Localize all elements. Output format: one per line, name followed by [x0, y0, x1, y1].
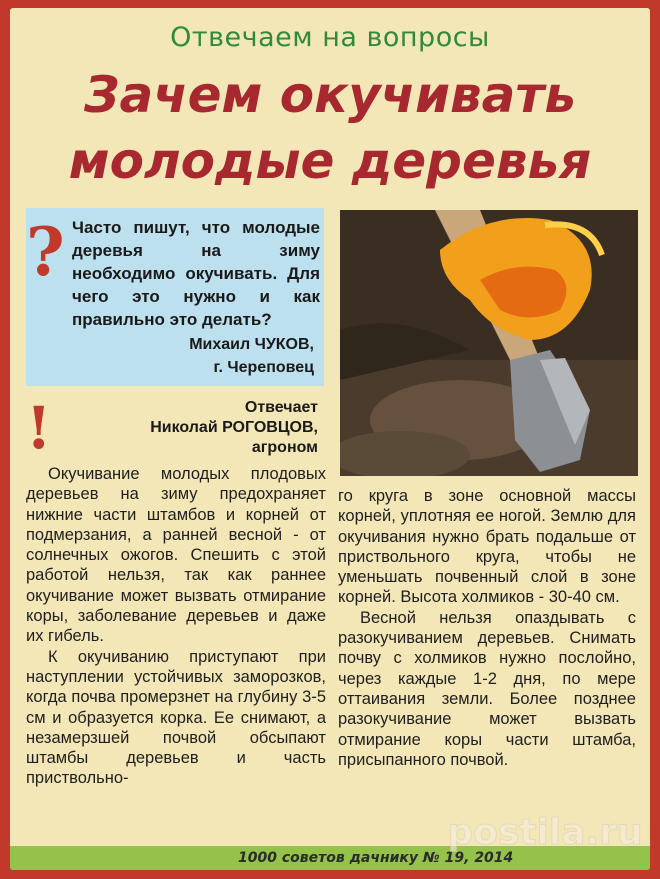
responder-label: Отвечает	[244, 399, 318, 416]
article-column-2	[338, 486, 636, 770]
magazine-page	[10, 8, 650, 870]
paragraph: К окучиванию приступают при наступлении устойчивых заморозков, когда почва промерзнет на глубину 3-5 см и образуется корка. Ее снимают, а незамерзшей почвой обсыпают штамбы деревьев и часть приствольно-	[26, 647, 326, 788]
question-author: Михаил ЧУКОВ,	[189, 336, 314, 353]
reader-question: Часто пишут, что молодые деревья на зиму необходимо окучивать. Для чего это нужно и как правильно это делать?	[72, 218, 320, 329]
footer-publication: 1000 советов дачнику № 19, 2014	[238, 850, 514, 866]
article-title	[10, 62, 650, 194]
question-city: г. Череповец	[213, 359, 314, 376]
exclamation-icon: !	[26, 394, 52, 462]
article-title-line-1: Зачем окучивать	[84, 66, 576, 124]
question-author-block	[189, 333, 314, 379]
watermark-logo	[440, 804, 650, 862]
article-column-1	[26, 464, 326, 789]
shovel-photo	[340, 210, 638, 476]
question-mark-icon: ?	[26, 213, 65, 291]
responder-role: агроном	[251, 439, 318, 456]
paragraph: го круга в зоне основной массы корней, уплотняя ее ногой. Землю для окучивания нужно брать подальше от приствольного круга, чтобы не уменьшать почвенный слой в зоне корней. Высота холмиков - 30-40 см.	[338, 487, 636, 607]
watermark-text: postila.ru	[447, 812, 643, 853]
article-title-line-2: молодые деревья	[68, 132, 592, 190]
paragraph: Весной нельзя опаздывать с разокучиванием деревьев. Снимать почву с холмиков нужно послойно, через каждые 1-2 дня, по мере оттаивания земли. Более позднее разокучивание может вызвать отмирание коры части штамба, присыпанного почвой.	[338, 608, 636, 769]
paragraph: Окучивание молодых плодовых деревьев на зиму предохраняет нижние части штамбов и корней от подмерзания, а ранней весной - от солнечных ожогов. Спешить с этой работой нельзя, так как раннее окучивание может вызвать отмирание коры, заболевание деревьев и даже их гибель.	[26, 465, 326, 646]
responder-block	[150, 398, 318, 458]
section-label: Отвечаем на вопросы	[170, 22, 490, 53]
responder-name: Николай РОГОВЦОВ,	[150, 419, 318, 436]
